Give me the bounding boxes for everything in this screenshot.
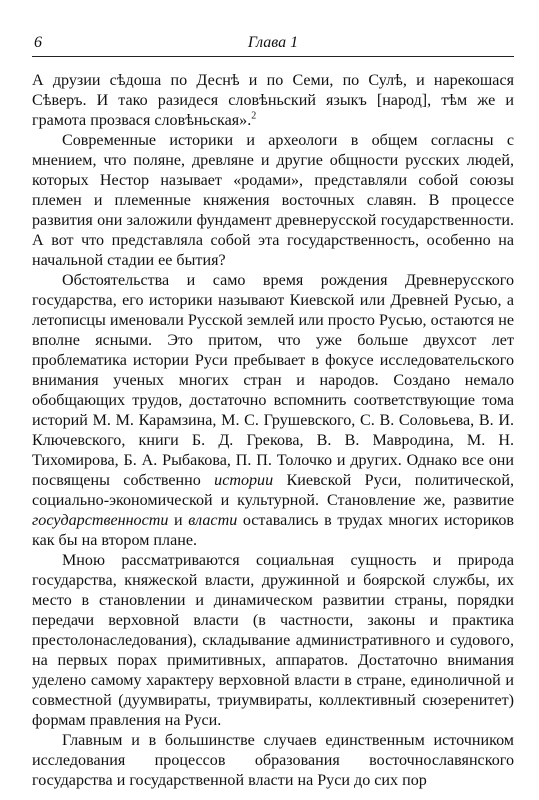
- paragraph: Современные историки и археологи в общем согласны с мнением, что поляне, древляне и другие общности русских людей, которых Нестор называет «родами», представляли собой союзы племен и племенные княжения восточных славян. В процессе развития они заложили фундамент древнерусской государственности. А вот что представляла собой эта государственность, особенно на начальной стадии ее бытия?: [32, 132, 514, 269]
- paragraph-text: Обстоятельства и само время рождения Древнерусского государства, его историки называют Киевской или Древней Русью, а летописцы именовали Русской землей или просто Русью, остаются не вполне ясными. Это притом, что уже больше двухсот лет проблематика истории Руси пребывает в фокусе исследовательского внимания ученых многих стран и народов. Создано немало обобщающих трудов, достаточно вспомнить соответствующие тома историй М. М. Карамзина, М. С. Грушевского, С. В. Соловьева, В. И. Ключевского, книги Б. Д. Грекова, В. В. Мавродина, М. Н. Тихомирова, Б. А. Рыбакова, П. П. Толочко и других. Однако все они посвящены собственно: [32, 272, 514, 489]
- page-number: 6: [34, 34, 42, 51]
- header-rule: [32, 56, 514, 57]
- emphasis-power: власти: [188, 512, 238, 529]
- paragraph-quote-continuation: [32, 71, 514, 131]
- running-head: [32, 30, 514, 54]
- paragraph-text: оставались в трудах многих историков как бы на втором плане.: [32, 512, 514, 549]
- paragraph-text: Киевской Руси, политической, социально-экономической и культурной. Становление же, развитие: [32, 472, 514, 509]
- emphasis-history: истории: [214, 472, 274, 489]
- footnote-marker: 2: [251, 110, 257, 122]
- book-page: [32, 30, 514, 791]
- chapter-title: Глава 1: [247, 34, 299, 51]
- paragraph-text: А друзии сѣдоша по Деснѣ и по Семи, по Сулѣ, и нарекошася Сѣверъ. И тако разидеся словѣньский языкъ [народ], тѣм же и грамота прозвася словѣньская».: [32, 72, 514, 129]
- paragraph: Главным и в большинстве случаев единственным источником исследования процессов образования восточнославянского государства и государственной власти на Руси до сих пор: [32, 732, 514, 789]
- paragraph-text: и: [168, 512, 189, 529]
- paragraph: Мною рассматриваются социальная сущность и природа государства, княжеской власти, дружинной и боярской службы, их место в становлении и динамическом развитии страны, порядки передачи верховной власти (в частности, законы и практика престолонаследования), складывание административного и судового, на первых порах примитивных, аппаратов. Достаточно внимания уделено самому характеру верховной власти в стране, единоличной и совместной (дуумвираты, триумвираты, коллективный сюзеренитет) формам правления на Руси.: [32, 552, 514, 729]
- body-text: [32, 71, 514, 791]
- emphasis-statehood: государственности: [32, 512, 169, 529]
- paragraph: [32, 271, 514, 551]
